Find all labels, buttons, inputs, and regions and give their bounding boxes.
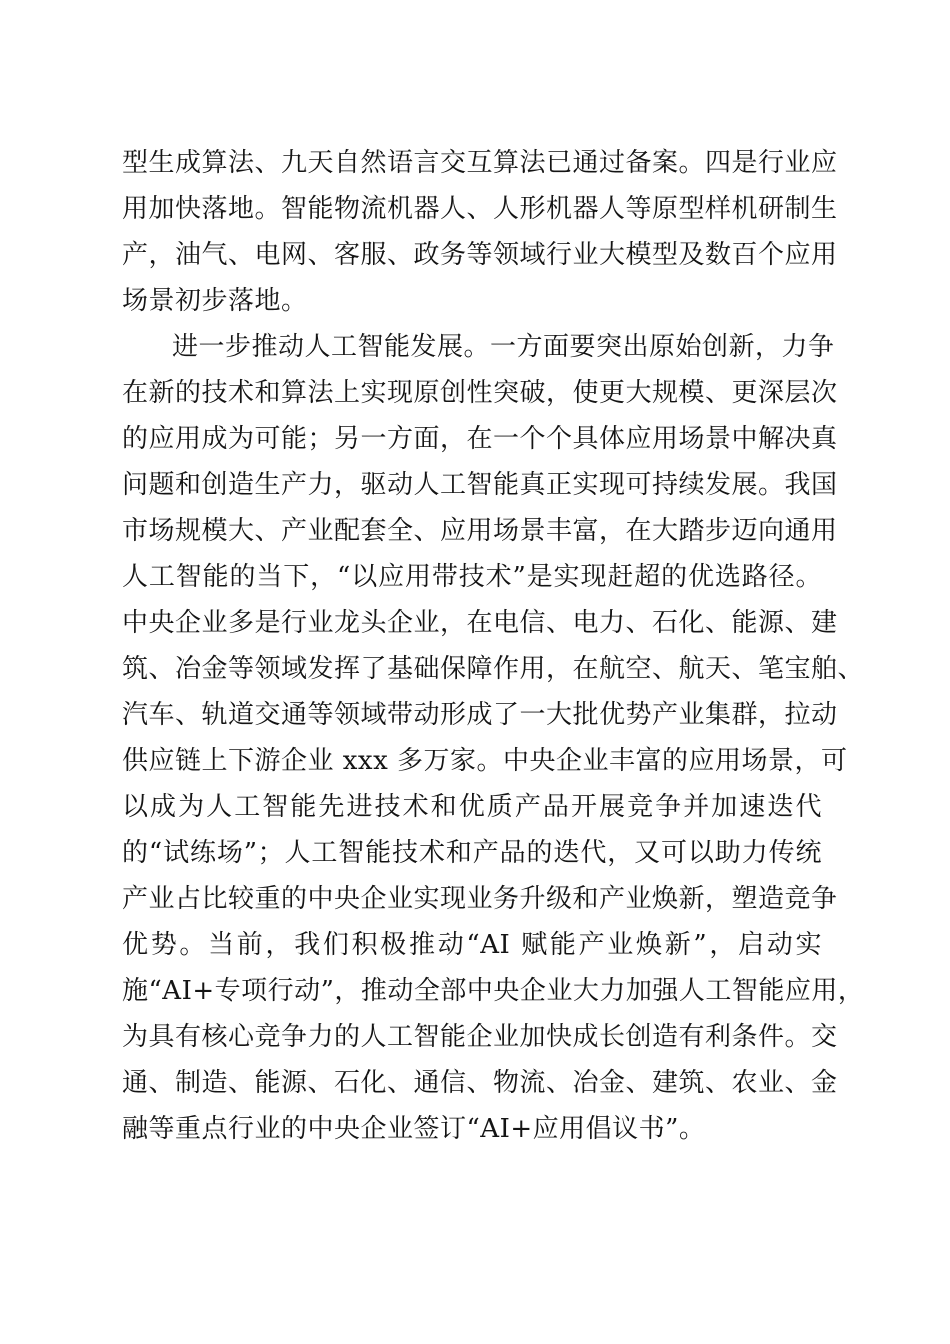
text-line: 场景初步落地。 — [122, 286, 308, 316]
text-line: 融等重点行业的中央企业签订“AI+应用倡议书”。 — [122, 1114, 706, 1144]
text-line: 汽车、轨道交通等领域带动形成了一大批优势产业集群，拉动 — [122, 700, 838, 730]
text-line: 型生成算法、九天自然语言交互算法已通过备案。四是行业应 — [122, 148, 838, 178]
text-line: 进一步推动人工智能发展。一方面要突出原始创新，力争 — [172, 332, 835, 362]
text-line: 的应用成为可能；另一方面，在一个个具体应用场景中解决真 — [122, 424, 838, 454]
text-line: 为具有核心竞争力的人工智能企业加快成长创造有利条件。交 — [122, 1022, 838, 1052]
text-line: 中央企业多是行业龙头企业，在电信、电力、石化、能源、建 — [122, 608, 838, 638]
text-line: 市场规模大、产业配套全、应用场景丰富，在大踏步迈向通用 — [122, 516, 838, 546]
text-line: 产，油气、电网、客服、政务等领域行业大模型及数百个应用 — [122, 240, 838, 270]
text-line: 人工智能的当下，“以应用带技术”是实现赶超的优选路径。 — [122, 562, 822, 592]
text-line: 通、制造、能源、石化、通信、物流、冶金、建筑、农业、金 — [122, 1068, 838, 1098]
text-line: 在新的技术和算法上实现原创性突破，使更大规模、更深层次 — [122, 378, 838, 408]
text-line: 供应链上下游企业 xxx 多万家。中央企业丰富的应用场景，可 — [122, 746, 848, 776]
text-line: 筑、冶金等领域发挥了基础保障作用，在航空、航天、笔宝舶、 — [122, 654, 865, 684]
text-line: 问题和创造生产力，驱动人工智能真正实现可持续发展。我国 — [122, 470, 838, 500]
text-line: 以成为人工智能先进技术和优质产品开展竞争并加速迭代 — [122, 792, 822, 822]
text-line: 产业占比较重的中央企业实现业务升级和产业焕新，塑造竞争 — [122, 884, 838, 914]
text-line: 用加快落地。智能物流机器人、人形机器人等原型样机研制生 — [122, 194, 838, 224]
text-line: 的“试练场”；人工智能技术和产品的迭代，又可以助力传统 — [122, 838, 822, 868]
text-line: 施“AI+专项行动”，推动全部中央企业大力加强人工智能应用， — [122, 976, 865, 1006]
text-line: 优势。当前，我们积极推动“AI 赋能产业焕新”，启动实 — [122, 930, 822, 960]
